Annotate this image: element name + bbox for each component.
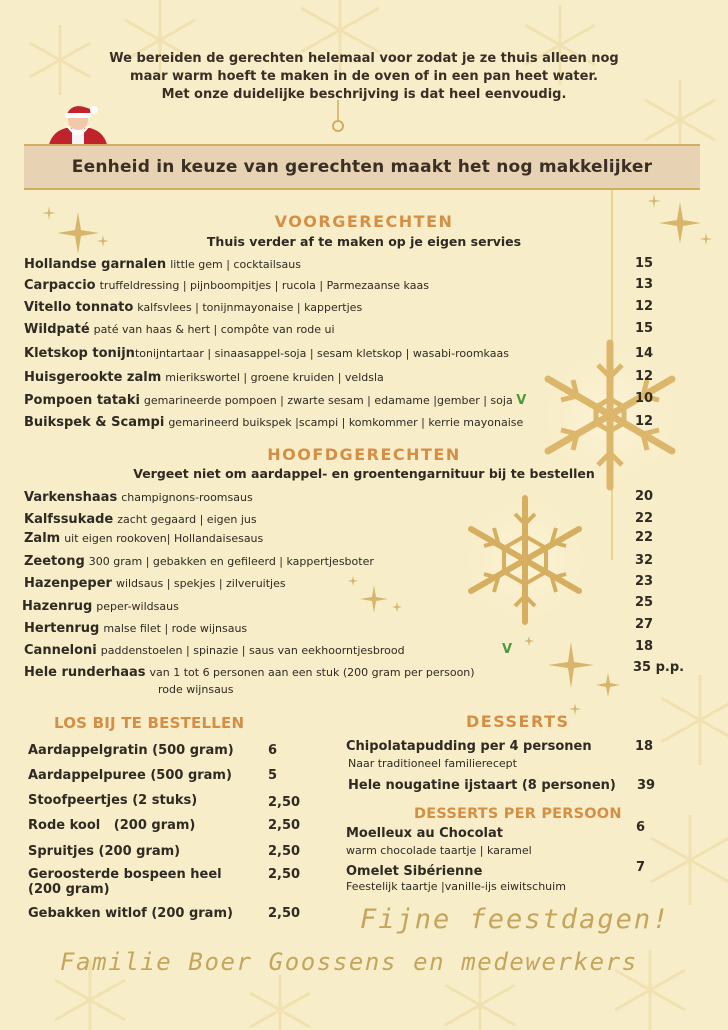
section-title-desserts: DESSERTS xyxy=(466,712,570,731)
holiday-greeting: Fijne feestdagen! xyxy=(360,904,671,935)
menu-item xyxy=(24,322,644,337)
side-item-price: 6 xyxy=(268,743,278,758)
dish-price: 10 xyxy=(635,391,654,406)
dish-name: Hazenpeper xyxy=(24,576,112,591)
dish-price: 12 xyxy=(635,369,654,384)
dish-price: 12 xyxy=(635,414,654,429)
side-item-name: Spruitjes (200 gram) xyxy=(28,844,181,859)
side-item-name: Stoofpeertjes (2 stuks) xyxy=(28,793,198,808)
dish-price: 25 xyxy=(635,595,654,610)
dessert-name: Chipolatapudding per 4 personen xyxy=(346,739,592,754)
dish-name: Hollandse garnalen xyxy=(24,257,167,272)
section-subtitle-hoofdgerechten: Vergeet niet om aardappel- en groentengarnituur bij te bestellen xyxy=(133,466,595,481)
dish-description: wildsaus | spekjes | zilveruitjes xyxy=(115,577,286,590)
dessert-name: Omelet Sibérienne xyxy=(346,864,483,879)
menu-item xyxy=(24,512,644,527)
menu-item xyxy=(24,554,644,569)
intro-text xyxy=(30,50,698,104)
dessert-name: Moelleux au Chocolat xyxy=(346,826,503,841)
intro-line: Met onze duidelijke beschrijving is dat heel eenvoudig. xyxy=(161,87,567,102)
section-subtitle-voorgerechten: Thuis verder af te maken op je eigen servies xyxy=(206,234,522,249)
side-item-name: Aardappelpuree (500 gram) xyxy=(28,768,232,783)
dish-description: uit eigen rookoven| Hollandaisesaus xyxy=(64,532,264,545)
dish-price: 22 xyxy=(635,530,654,545)
dish-price: 18 xyxy=(635,639,654,654)
dish-price: 13 xyxy=(635,277,654,292)
dish-description: paté van haas & hert | compôte van rode ui xyxy=(93,323,335,336)
side-item-price: 2,50 xyxy=(268,795,301,810)
menu-item xyxy=(24,393,644,408)
section-title-desserts-per-persoon: DESSERTS PER PERSOON xyxy=(414,806,622,822)
side-item-price: 2,50 xyxy=(268,906,301,921)
dish-price: 32 xyxy=(635,553,654,568)
dish-name: Zeetong xyxy=(24,554,85,569)
side-item-price: 2,50 xyxy=(268,867,301,882)
dish-price: 14 xyxy=(635,346,654,361)
dish-description: little gem | cocktailsaus xyxy=(170,258,301,271)
intro-line: maar warm hoeft te maken in de oven of in een pan heet water. xyxy=(130,69,598,84)
dish-name: Varkenshaas xyxy=(24,490,118,505)
side-item-name-extra: (200 gram) xyxy=(28,882,110,897)
menu-item xyxy=(24,300,644,315)
dish-name: Pompoen tataki xyxy=(24,393,140,408)
intro-line: We bereiden de gerechten helemaal voor zodat je ze thuis alleen nog xyxy=(109,51,619,66)
dish-price: 20 xyxy=(635,489,654,504)
dish-name: Hele runderhaas xyxy=(24,665,146,680)
dish-price: 12 xyxy=(635,299,654,314)
dish-name: Zalm xyxy=(24,531,61,546)
dish-name: Buikspek & Scampi xyxy=(24,415,165,430)
dish-description: kalfsvlees | tonijnmayonaise | kappertjes xyxy=(137,301,363,314)
menu-item xyxy=(24,278,644,293)
dish-name: Huisgerookte zalm xyxy=(24,370,162,385)
menu-item xyxy=(24,621,644,636)
dessert-name: Hele nougatine ijstaart (8 personen) xyxy=(348,778,616,793)
dessert-description: Feestelijk taartje |vanille-ijs eiwitschuim xyxy=(346,880,566,893)
dish-price: 15 xyxy=(635,321,654,336)
vegetarian-icon: V xyxy=(502,642,513,657)
side-item-price: 2,50 xyxy=(268,818,301,833)
dish-name: Hertenrug xyxy=(24,621,100,636)
dessert-price: 7 xyxy=(636,860,646,875)
dish-name: Kalfssukade xyxy=(24,512,114,527)
vegetarian-icon: V xyxy=(516,393,527,408)
menu-item xyxy=(24,346,644,361)
dessert-description: Naar traditioneel familierecept xyxy=(348,757,517,770)
menu-item xyxy=(22,599,642,614)
section-title-los: LOS BIJ TE BESTELLEN xyxy=(54,714,245,732)
menu-item xyxy=(24,531,644,546)
section-title-voorgerechten: VOORGERECHTEN xyxy=(274,212,454,231)
dish-price: 27 xyxy=(635,617,654,632)
dessert-price: 39 xyxy=(637,778,656,793)
menu-item xyxy=(24,576,644,591)
menu-item xyxy=(24,370,644,385)
dish-description-extra: rode wijnsaus xyxy=(158,683,234,696)
dish-description: champignons-roomsaus xyxy=(121,491,253,504)
side-item-name: Aardappelgratin (500 gram) xyxy=(28,743,234,758)
menu-item xyxy=(24,665,644,680)
dish-price: 15 xyxy=(635,256,654,271)
dish-description: 300 gram | gebakken en gefileerd | kappertjesboter xyxy=(88,555,374,568)
dessert-price: 6 xyxy=(636,820,646,835)
dish-description: van 1 tot 6 personen aan een stuk (200 gram per persoon) xyxy=(149,666,475,679)
dish-description: truffeldressing | pijnboompitjes | rucola | Parmezaanse kaas xyxy=(99,279,429,292)
dish-name: Kletskop tonijn xyxy=(24,346,135,361)
side-item-name: Geroosterde bospeen heel xyxy=(28,867,222,882)
dish-name: Wildpaté xyxy=(24,322,90,337)
dish-description: peper-wildsaus xyxy=(96,600,179,613)
dish-price: 23 xyxy=(635,574,654,589)
dish-name: Vitello tonnato xyxy=(24,300,134,315)
side-item-name: Rode kool (200 gram) xyxy=(28,818,196,833)
section-title-hoofdgerechten: HOOFDGERECHTEN xyxy=(267,445,461,464)
side-item-name: Gebakken witlof (200 gram) xyxy=(28,906,233,921)
side-item-price: 2,50 xyxy=(268,844,301,859)
dish-price: 35 p.p. xyxy=(633,660,685,675)
dish-description: gemarineerde pompoen | zwarte sesam | edamame |gember | soja xyxy=(143,394,513,407)
dish-description: gemarineerd buikspek |scampi | komkommer | kerrie mayonaise xyxy=(168,416,524,429)
dish-name: Hazenrug xyxy=(22,599,93,614)
menu-item xyxy=(24,257,644,272)
menu-item xyxy=(24,490,644,505)
dish-description: paddenstoelen | spinazie | saus van eekhoorntjesbrood xyxy=(100,644,405,657)
dish-name: Carpaccio xyxy=(24,278,96,293)
dish-description: tonijntartaar | sinaasappel-soja | sesam kletskop | wasabi-roomkaas xyxy=(134,347,509,360)
menu-item xyxy=(24,415,644,430)
menu-item xyxy=(24,643,644,658)
side-item-price: 5 xyxy=(268,768,278,783)
dish-price: 22 xyxy=(635,511,654,526)
dessert-description: warm chocolade taartje | karamel xyxy=(346,844,532,857)
dessert-price: 18 xyxy=(635,739,654,754)
promo-banner: Eenheid in keuze van gerechten maakt het nog makkelijker xyxy=(24,144,700,190)
dish-description: malse filet | rode wijnsaus xyxy=(103,622,248,635)
dish-name: Canneloni xyxy=(24,643,97,658)
dish-description: zacht gegaard | eigen jus xyxy=(117,513,257,526)
signature: Familie Boer Goossens en medewerkers xyxy=(60,948,638,976)
dish-description: mierikswortel | groene kruiden | veldsla xyxy=(165,371,384,384)
